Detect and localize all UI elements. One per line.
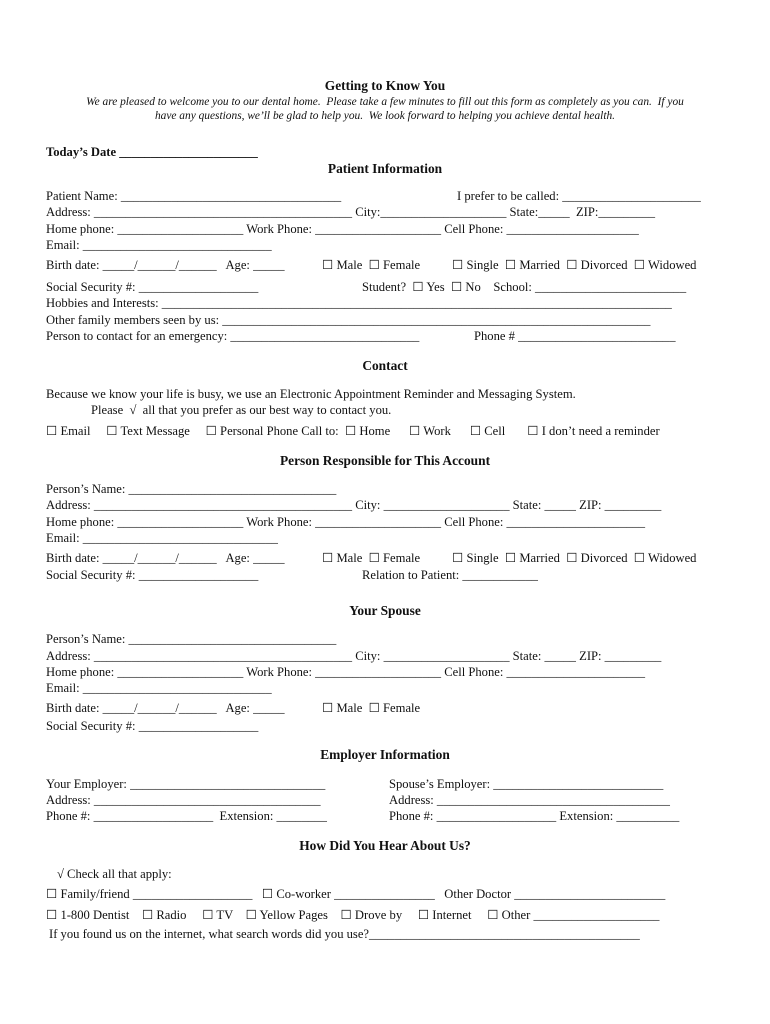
relation-to-patient-field[interactable]: Relation to Patient: ____________ <box>362 568 538 582</box>
responsible-ssn-field[interactable]: Social Security #: ___________________ <box>46 568 259 582</box>
spouse-employer-address-field[interactable]: Address: _____________________________________ <box>389 793 670 807</box>
responsible-email-field[interactable]: Email: _______________________________ <box>46 531 278 545</box>
referral-heading: How Did You Hear About Us? <box>299 838 471 853</box>
intro-line-2: have any questions, we’ll be glad to help you. We look forward to helping you achieve dental health. <box>154 110 616 122</box>
spouse-heading: Your Spouse <box>349 603 421 618</box>
contact-options-checkboxes[interactable]: ☐ Email ☐ Text Message ☐ Personal Phone Call to: ☐ Home ☐ Work ☐ Cell ☐ I don’t need a reminder <box>46 424 660 438</box>
student-school-field[interactable]: Student? ☐ Yes ☐ No School: ________________________ <box>362 280 687 294</box>
your-employer-phone-field[interactable]: Phone #: ___________________ Extension: ________ <box>46 809 327 823</box>
spouse-phones-field[interactable]: Home phone: ____________________ Work Phone: ____________________ Cell Phone: ______________________ <box>46 665 646 679</box>
hobbies-field[interactable]: Hobbies and Interests: _________________________________________________________________________________ <box>46 296 672 310</box>
form-title: Getting to Know You <box>324 78 446 93</box>
intro-line-1: We are pleased to welcome you to our dental home. Please take a few minutes to fill out this form as completely as you can. If you <box>86 96 684 108</box>
contact-instruction: Please √ all that you prefer as our best way to contact you. <box>91 403 392 417</box>
spouse-address-field[interactable]: Address: _________________________________________ City: ____________________ State: _____ ZIP: _________ <box>46 649 662 663</box>
patient-phones-field[interactable]: Home phone: ____________________ Work Phone: ____________________ Cell Phone: _____________________ <box>46 222 639 236</box>
todays-date-field[interactable] <box>46 145 258 160</box>
responsible-address-field[interactable]: Address: _________________________________________ City: ____________________ State: _____ ZIP: _________ <box>46 498 662 512</box>
patient-sex-checkboxes[interactable]: ☐ Male ☐ Female <box>322 258 421 272</box>
referral-row-2-checkboxes[interactable]: ☐ 1-800 Dentist ☐ Radio ☐ TV ☐ Yellow Pages ☐ Drove by ☐ Internet ☐ Other ____________________ <box>46 908 660 922</box>
patient-marital-checkboxes[interactable]: ☐ Single ☐ Married ☐ Divorced ☐ Widowed <box>452 258 697 272</box>
responsible-name-field[interactable]: Person’s Name: _________________________________ <box>46 482 337 496</box>
emergency-phone-field[interactable]: Phone # _________________________ <box>474 329 676 343</box>
responsible-sex-checkboxes[interactable]: ☐ Male ☐ Female <box>322 551 421 565</box>
spouse-employer-phone-field[interactable]: Phone #: ___________________ Extension: __________ <box>389 809 680 823</box>
patient-email-field[interactable]: Email: ______________________________ <box>46 238 272 252</box>
spouse-employer-field[interactable]: Spouse’s Employer: ___________________________ <box>389 777 664 791</box>
your-employer-address-field[interactable]: Address: ____________________________________ <box>46 793 321 807</box>
emergency-contact-field[interactable]: Person to contact for an emergency: ______________________________ <box>46 329 420 343</box>
patient-ssn-field[interactable]: Social Security #: ___________________ <box>46 280 259 294</box>
patient-name-field[interactable]: Patient Name: ___________________________________ <box>46 189 342 203</box>
referral-row-1-checkboxes[interactable]: ☐ Family/friend ___________________ ☐ Co-worker ________________ Other Doctor ________________________ <box>46 887 666 901</box>
responsible-phones-field[interactable]: Home phone: ____________________ Work Phone: ____________________ Cell Phone: ______________________ <box>46 515 646 529</box>
patient-birth-age-field[interactable]: Birth date: _____/______/______ Age: _____ <box>46 258 285 272</box>
family-members-field[interactable]: Other family members seen by us: ____________________________________________________________________ <box>46 313 651 327</box>
patient-info-heading: Patient Information <box>327 161 443 176</box>
responsible-marital-checkboxes[interactable]: ☐ Single ☐ Married ☐ Divorced ☐ Widowed <box>452 551 697 565</box>
employer-heading: Employer Information <box>320 747 450 762</box>
spouse-name-field[interactable]: Person’s Name: _________________________________ <box>46 632 337 646</box>
spouse-ssn-field[interactable]: Social Security #: ___________________ <box>46 719 259 733</box>
search-words-field[interactable]: If you found us on the internet, what search words did you use?___________________________________________ <box>49 927 640 941</box>
contact-intro: Because we know your life is busy, we use an Electronic Appointment Reminder and Messaging System. <box>46 387 576 401</box>
check-all-instruction: √ Check all that apply: <box>57 867 172 881</box>
spouse-birth-age-field[interactable]: Birth date: _____/______/______ Age: _____ <box>46 701 285 715</box>
todays-date-blank[interactable]: ______________________ <box>116 145 258 159</box>
spouse-email-field[interactable]: Email: ______________________________ <box>46 681 272 695</box>
responsible-heading: Person Responsible for This Account <box>279 453 491 468</box>
responsible-birth-age-field[interactable]: Birth date: _____/______/______ Age: _____ <box>46 551 285 565</box>
spouse-sex-checkboxes[interactable]: ☐ Male ☐ Female <box>322 701 421 715</box>
preferred-name-field[interactable]: I prefer to be called: ______________________ <box>457 189 701 203</box>
contact-heading: Contact <box>362 358 408 373</box>
your-employer-field[interactable]: Your Employer: _______________________________ <box>46 777 326 791</box>
todays-date-label: Today’s Date <box>46 145 117 159</box>
patient-address-field[interactable]: Address: _________________________________________ City:____________________ State:_____ ZIP:_________ <box>46 205 656 219</box>
